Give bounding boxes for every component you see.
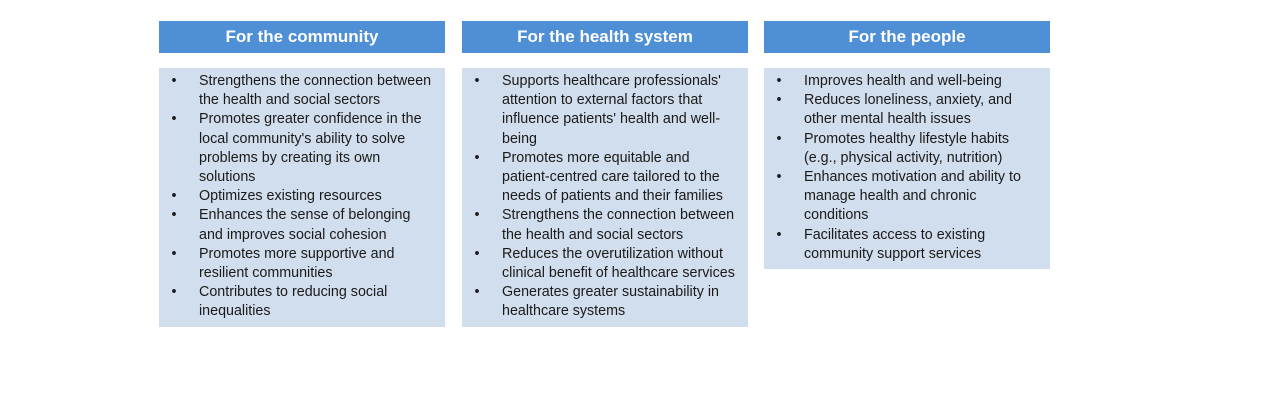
list-item-text: Improves health and well-being [804, 73, 1002, 89]
bullet-icon: • [171, 73, 177, 89]
people-benefits-list [764, 72, 1050, 264]
bullet-icon: • [776, 130, 782, 147]
bullet-icon: • [474, 245, 480, 262]
health-system-header: For the health system [462, 21, 748, 53]
list-item [764, 168, 1050, 226]
bullet-icon: • [171, 284, 177, 301]
list-item [159, 283, 445, 321]
list-item [462, 245, 748, 283]
health-system-benefits-list [462, 72, 748, 322]
people-column [764, 21, 1050, 269]
list-item [462, 72, 748, 149]
list-item [764, 91, 1050, 129]
list-item [159, 110, 445, 187]
list-item [159, 187, 445, 206]
health-system-column [462, 21, 748, 327]
bullet-icon: • [171, 245, 177, 262]
list-item-text: Enhances motivation and ability to manage health and chronic conditions [804, 169, 1021, 224]
list-item [462, 149, 748, 207]
bullet-icon: • [474, 207, 480, 224]
list-item [764, 72, 1050, 91]
list-item-text: Generates greater sustainability in healthcare systems [502, 284, 719, 320]
list-item-text: Promotes greater confidence in the local community's ability to solve problems by creating its own solutions [199, 111, 422, 186]
list-item-text: Strengthens the connection between the health and social sectors [502, 207, 735, 243]
list-item [462, 283, 748, 321]
list-item-text: Enhances the sense of belonging and improves social cohesion [199, 207, 411, 243]
list-item [764, 226, 1050, 264]
bullet-icon: • [474, 284, 480, 301]
bullet-icon: • [474, 73, 480, 89]
people-benefits-box [764, 68, 1050, 269]
people-header: For the people [764, 21, 1050, 53]
community-column [159, 21, 445, 327]
list-item-text: Strengthens the connection between the health and social sectors [199, 73, 432, 109]
list-item-text: Reduces the overutilization without clinical benefit of healthcare services [502, 245, 735, 282]
list-item [159, 245, 445, 283]
community-header: For the community [159, 21, 445, 53]
list-item-text: Promotes more supportive and resilient communities [199, 245, 395, 282]
list-item-text: Promotes more equitable and patient-centred care tailored to the needs of patients and their families [502, 149, 723, 205]
bullet-icon: • [776, 92, 782, 109]
bullet-icon: • [776, 73, 782, 89]
bullet-icon: • [171, 188, 177, 205]
bullet-icon: • [171, 207, 177, 224]
list-item [159, 72, 445, 110]
list-item-text: Contributes to reducing social inequalities [199, 284, 388, 320]
bullet-icon: • [776, 226, 782, 243]
list-item-text: Optimizes existing resources [199, 188, 382, 205]
bullet-icon: • [171, 111, 177, 128]
bullet-icon: • [776, 169, 782, 186]
health-system-benefits-box [462, 68, 748, 327]
list-item-text: Promotes healthy lifestyle habits (e.g., physical activity, nutrition) [804, 130, 1010, 166]
community-benefits-box [159, 68, 445, 327]
list-item-text: Facilitates access to existing community support services [804, 226, 986, 262]
list-item-text: Supports healthcare professionals' attention to external factors that influence patients' health and well-being [502, 73, 721, 147]
list-item [764, 130, 1050, 168]
community-benefits-list [159, 72, 445, 322]
list-item [159, 206, 445, 244]
bullet-icon: • [474, 149, 480, 166]
list-item-text: Reduces loneliness, anxiety, and other mental health issues [804, 92, 1012, 128]
list-item [462, 206, 748, 244]
